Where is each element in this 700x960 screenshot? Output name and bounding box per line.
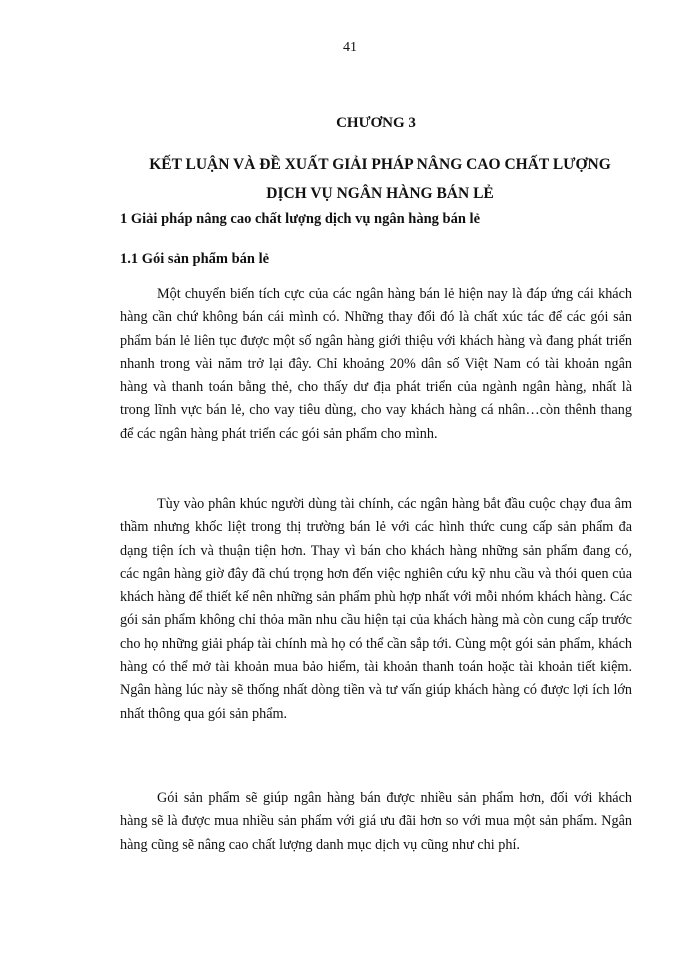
paragraph-2-text: Tùy vào phân khúc người dùng tài chính, các ngân hàng bắt đầu cuộc chạy đua âm thầm nhưng khốc liệt trong thị trường bán lẻ với các hình thức cung cấp sản phẩm đa dạng tiện ích và thuận tiện hơn. Thay vì bán cho khách hàng những sản phẩm đang có, các ngân hàng giờ đây đã chú trọng hơn đến việc nghiên cứu kỹ nhu cầu và thói quen của khách hàng để thiết kế nên những sản phẩm phù hợp nhất với mỗi nhóm khách hàng. Các gói sản phẩm không chỉ thỏa mãn nhu cầu hiện tại của khách hàng mà còn cung cấp trước cho họ những giải pháp tài chính mà họ có thể cần sắp tới. Cùng một gói sản phẩm, khách hàng có thể mở tài khoản mua bảo hiểm, tài khoản thanh toán hoặc tài khoản tiết kiệm. Ngân hàng lúc này sẽ thống nhất dòng tiền và tư vấn giúp khách hàng có được lợi ích lớn nhất thông qua gói sản phẩm.: [120, 496, 632, 722]
chapter-label: CHƯƠNG 3: [336, 115, 416, 131]
chapter-title-line-2: DỊCH VỤ NGÂN HÀNG BÁN LẺ: [266, 185, 494, 202]
paragraph-3-text: Gói sản phẩm sẽ giúp ngân hàng bán được nhiều sản phẩm hơn, đối với khách hàng sẽ là được mua nhiều sản phẩm với giá ưu đãi hơn so với mua một sản phẩm. Ngân hàng cũng sẽ nâng cao chất lượng danh mục dịch vụ cũng như chi phí.: [120, 790, 632, 853]
page-number: 41: [343, 40, 357, 55]
section-1-heading: 1 Giải pháp nâng cao chất lượng dịch vụ ngân hàng bán lẻ: [120, 211, 481, 227]
section-1-1-heading: 1.1 Gói sản phẩm bán lẻ: [120, 251, 270, 267]
chapter-title-line-1: KẾT LUẬN VÀ ĐỀ XUẤT GIẢI PHÁP NÂNG CAO CHẤT LƯỢNG: [149, 156, 611, 173]
paragraph-3: [120, 787, 632, 857]
paragraph-1-text: Một chuyển biến tích cực của các ngân hàng bán lẻ hiện nay là đáp ứng cái khách hàng cần chứ không bán cái mình có. Những thay đổi đó là chất xúc tác để các gói sản phẩm bán lẻ liên tục được một số ngân hàng giới thiệu với khách hàng và đang phát triển nhanh trong vài năm trở lại đây. Chỉ khoảng 20% dân số Việt Nam có tài khoản ngân hàng và thanh toán bằng thẻ, cho thấy dư địa phát triển của ngành ngân hàng, nhất là trong lĩnh vực bán lẻ, cho vay tiêu dùng, cho vay khách hàng cá nhân…còn thênh thang để các ngân hàng phát triển các gói sản phẩm cho mình.: [120, 286, 632, 442]
chapter-title: [100, 150, 660, 208]
paragraph-2: [120, 493, 632, 726]
paragraph-1: [120, 283, 632, 446]
